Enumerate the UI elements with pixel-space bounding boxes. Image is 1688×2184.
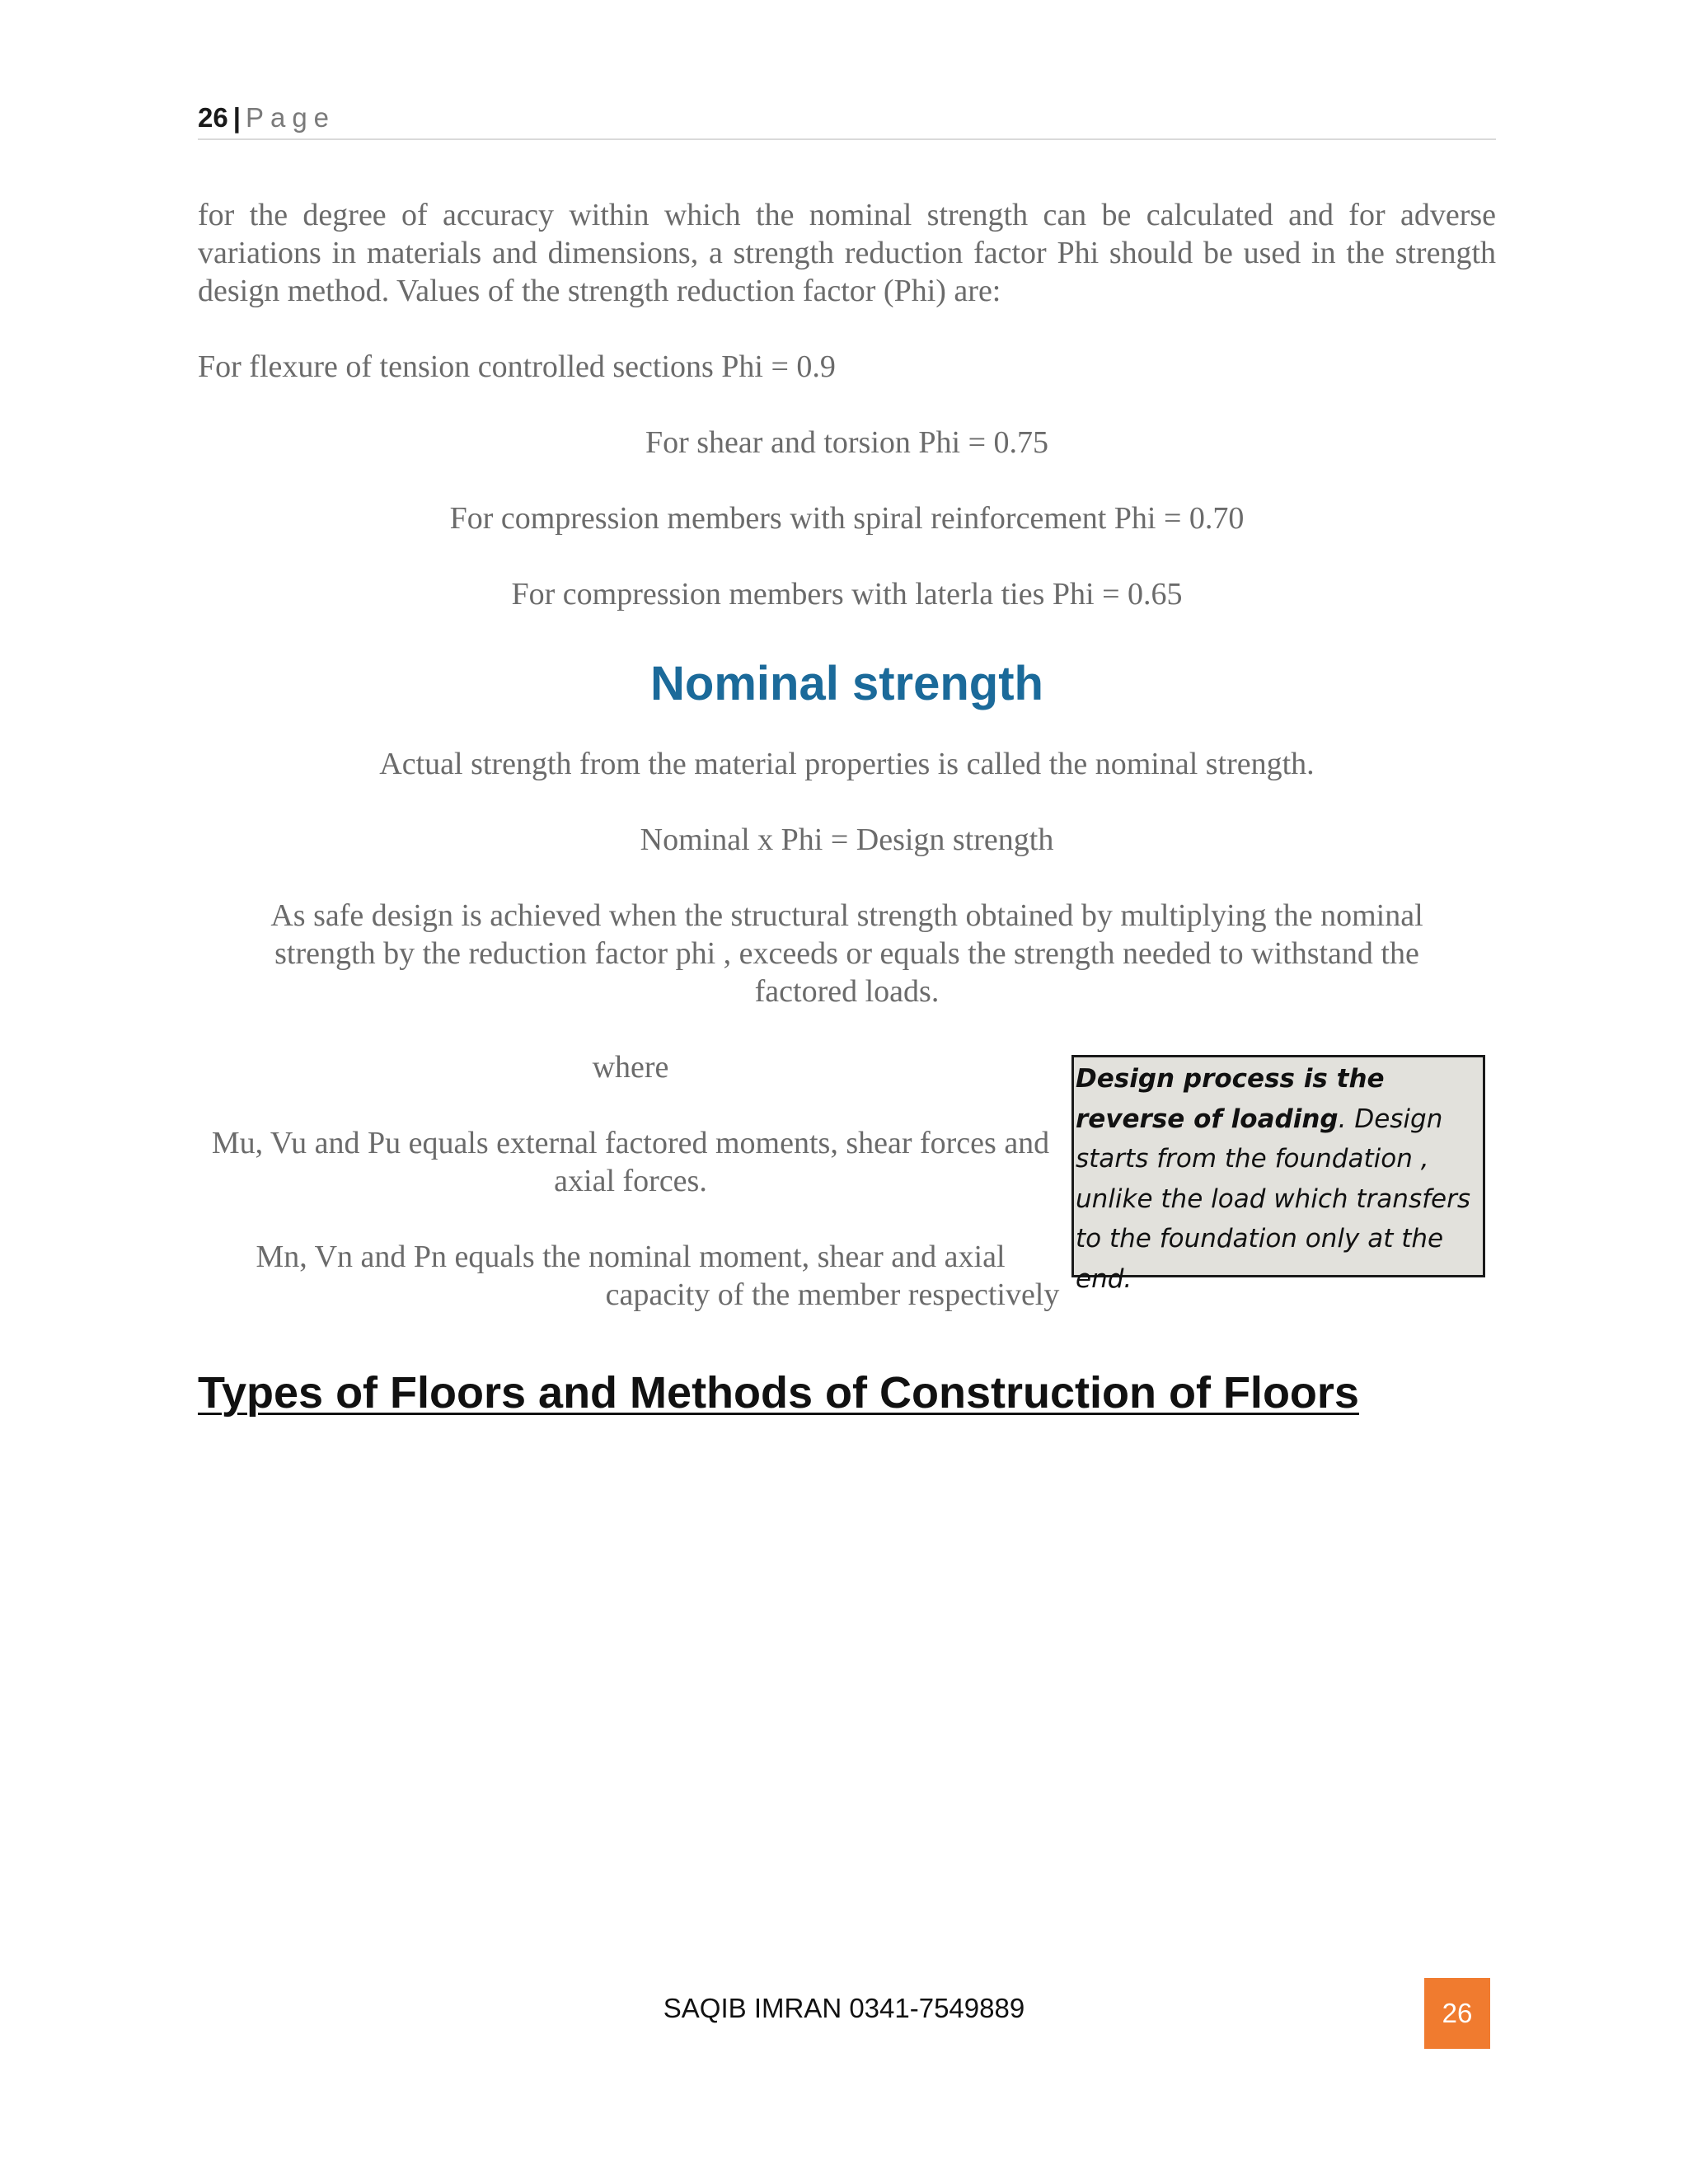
factored-forces-line: Mu, Vu and Pu equals external factored moments, shear forces and axial forces.	[211, 1126, 1050, 1198]
phi-spiral: For compression members with spiral reinforcement Phi = 0.70	[449, 501, 1245, 536]
section-title	[198, 1364, 1496, 1422]
callout-rest-text: . Design starts from the foundation , unlike the load which transfers to the foundation only at the end.	[1076, 1104, 1470, 1294]
phi-shear-torsion: For shear and torsion Phi = 0.75	[645, 425, 1048, 460]
nominal-capacity-line-2: capacity of the member respectively	[605, 1277, 1060, 1312]
design-equation: Nominal x Phi = Design strength	[640, 823, 1054, 857]
header-separator: |	[232, 102, 241, 133]
footer-author: SAQIB IMRAN 0341-7549889	[663, 1993, 1025, 2023]
where-label: where	[592, 1050, 669, 1085]
page-header	[198, 97, 1496, 140]
header-page-word: Page	[245, 102, 336, 133]
phi-flexure: For flexure of tension controlled sections Phi = 0.9	[198, 349, 836, 384]
section-title-text: Types of Floors and Methods of Construction of Floors	[198, 1368, 1359, 1418]
intro-paragraph: for the degree of accuracy within which the nominal strength can be calculated and for adverse variations in materials and dimensions, a strength reduction factor Phi should be used in the strength design method. Values of the strength reduction factor (Phi) are:	[198, 198, 1496, 308]
nominal-definition: Actual strength from the material properties is called the nominal strength.	[379, 747, 1315, 781]
footer-page-badge: 26	[1424, 1978, 1490, 2049]
nominal-capacity-line-1: Mn, Vn and Pn equals the nominal moment, shear and axial	[256, 1240, 1006, 1274]
design-process-callout	[1071, 1055, 1485, 1294]
safe-design-paragraph: As safe design is achieved when the structural strength obtained by multiplying the nominal strength by the reduction factor phi , exceeds or equals the strength needed to withstand the factored loads.	[270, 898, 1423, 1009]
phi-lateral-ties: For compression members with laterla ties Phi = 0.65	[511, 577, 1183, 612]
nominal-strength-heading: Nominal strength	[650, 657, 1043, 710]
callout-bold-text: Design process is the reverse of loading	[1076, 1064, 1385, 1134]
header-page-number: 26	[198, 102, 228, 133]
